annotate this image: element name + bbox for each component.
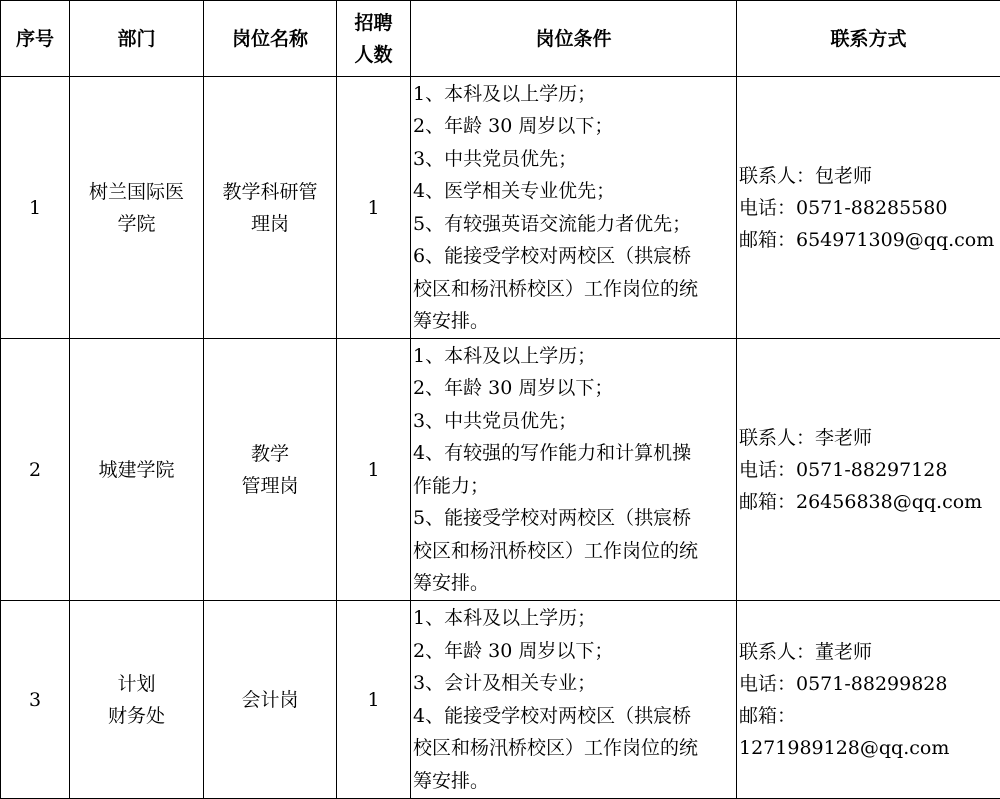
header-requirements: 岗位条件: [411, 1, 737, 77]
row-contact: [737, 77, 1000, 339]
row-contact: [737, 601, 1000, 799]
contact-email: 邮箱：: [739, 704, 797, 727]
table-row: [1, 339, 1000, 601]
requirement-line: 2、年龄 30 周岁以下；: [413, 377, 614, 399]
requirement-line: 5、能接受学校对两校区（拱宸桥: [413, 507, 692, 529]
requirement-line: 4、医学相关专业优先；: [413, 180, 616, 202]
row-department: 树兰国际医 学院: [70, 77, 204, 339]
row-index: 1: [1, 77, 70, 339]
requirement-line: 2、年龄 30 周岁以下；: [413, 639, 614, 662]
row-index: 3: [1, 601, 70, 799]
header-count: 招聘 人数: [337, 1, 411, 77]
header-department: 部门: [70, 1, 204, 77]
requirement-line: 3、会计及相关专业；: [413, 672, 597, 694]
requirement-line: 3、中共党员优先；: [413, 409, 578, 432]
contact-email-value: 1271989128@qq.com: [739, 736, 950, 759]
requirement-line: 4、能接受学校对两校区（拱宸桥: [413, 704, 692, 727]
row-requirements: [411, 77, 737, 339]
row-requirements: [411, 601, 737, 799]
header-index: 序号: [1, 1, 70, 77]
requirement-line: 1、本科及以上学历；: [413, 82, 597, 105]
requirement-line: 作能力；: [413, 474, 490, 497]
requirement-line: 校区和杨汛桥校区）工作岗位的统: [413, 737, 699, 759]
row-index: 2: [1, 339, 70, 601]
requirement-line: 3、中共党员优先；: [413, 147, 578, 170]
row-position: 会计岗: [204, 601, 337, 799]
row-count: 1: [337, 339, 411, 601]
row-department: 计划 财务处: [70, 601, 204, 799]
requirement-line: 校区和杨汛桥校区）工作岗位的统: [413, 277, 699, 300]
row-department: 城建学院: [70, 339, 204, 601]
row-requirements: [411, 339, 737, 601]
row-contact: [737, 339, 1000, 601]
requirement-line: 筹安排。: [413, 310, 490, 332]
row-count: 1: [337, 77, 411, 339]
header-contact: 联系方式: [737, 1, 1000, 77]
row-count: 1: [337, 601, 411, 799]
row-position: 教学科研管 理岗: [204, 77, 337, 339]
row-position: 教学 管理岗: [204, 339, 337, 601]
contact-email: 邮箱：654971309@qq.com: [739, 228, 995, 251]
table-row: [1, 77, 1000, 339]
contact-person: 联系人：包老师: [739, 164, 873, 187]
requirement-line: 5、有较强英语交流能力者优先；: [413, 212, 692, 235]
contact-phone: 电话：0571-88299828: [739, 672, 948, 695]
contact-person: 联系人：董老师: [739, 640, 873, 663]
requirement-line: 6、能接受学校对两校区（拱宸桥: [413, 245, 692, 267]
contact-person: 联系人：李老师: [739, 426, 873, 449]
contact-phone: 电话：0571-88297128: [739, 458, 948, 481]
requirement-line: 筹安排。: [413, 769, 490, 792]
header-row: [1, 1, 1000, 77]
requirement-line: 筹安排。: [413, 572, 490, 594]
contact-phone: 电话：0571-88285580: [739, 196, 948, 219]
contact-email: 邮箱：26456838@qq.com: [739, 490, 983, 513]
requirement-line: 校区和杨汛桥校区）工作岗位的统: [413, 539, 699, 562]
requirement-line: 2、年龄 30 周岁以下；: [413, 115, 614, 137]
requirement-line: 1、本科及以上学历；: [413, 607, 597, 629]
requirement-line: 1、本科及以上学历；: [413, 344, 597, 367]
header-position: 岗位名称: [204, 1, 337, 77]
table-row: [1, 601, 1000, 799]
requirement-line: 4、有较强的写作能力和计算机操: [413, 442, 692, 464]
